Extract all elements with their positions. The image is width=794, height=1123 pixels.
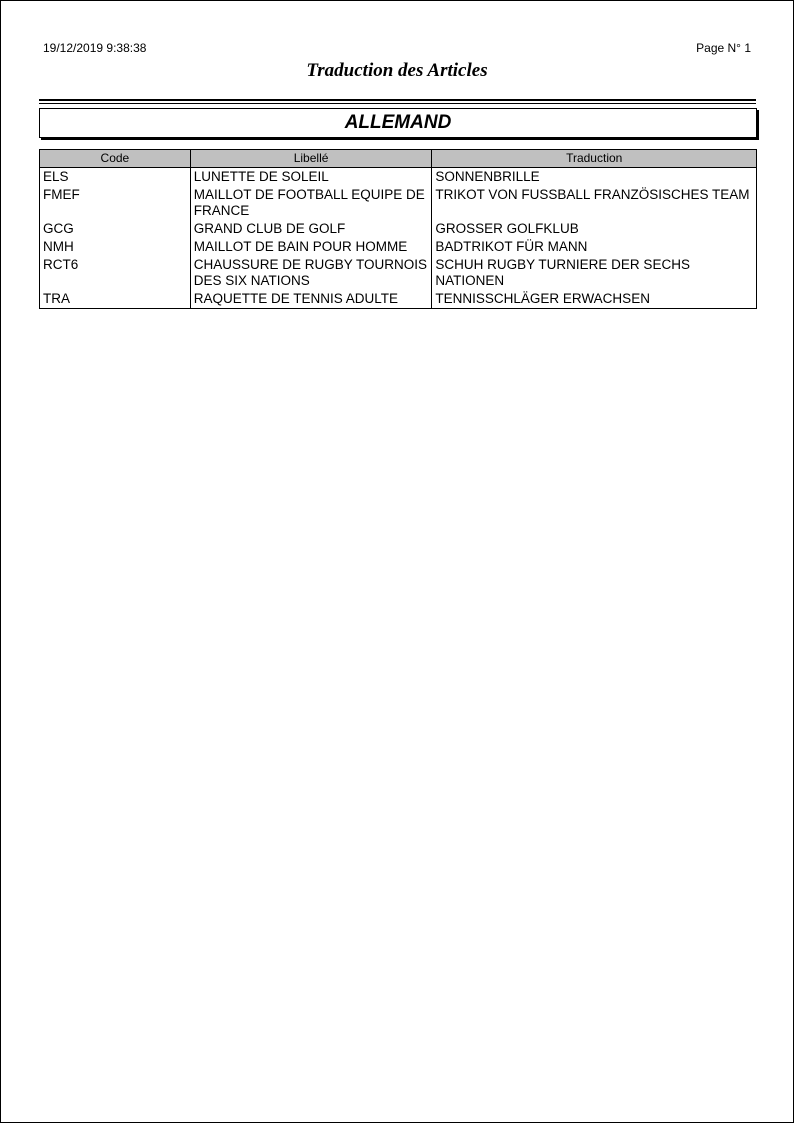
cell-code: FMEF	[40, 186, 191, 220]
cell-code: NMH	[40, 238, 191, 256]
translation-table	[39, 149, 757, 309]
cell-traduction: TRIKOT VON FUSSBALL FRANZÖSISCHES TEAM	[432, 186, 757, 220]
table-row	[40, 220, 757, 238]
cell-traduction: GROSSER GOLFKLUB	[432, 220, 757, 238]
cell-code: ELS	[40, 168, 191, 187]
report-title: Traduction des Articles	[306, 60, 488, 81]
cell-libelle: RAQUETTE DE TENNIS ADULTE	[190, 290, 432, 309]
page-number: Page N° 1	[696, 41, 751, 55]
language-heading: ALLEMAND	[39, 108, 757, 138]
table-row	[40, 168, 757, 187]
cell-libelle: CHAUSSURE DE RUGBY TOURNOIS DES SIX NATIONS	[190, 256, 432, 290]
cell-traduction: BADTRIKOT FÜR MANN	[432, 238, 757, 256]
header-rule-thin	[39, 103, 756, 104]
cell-libelle: LUNETTE DE SOLEIL	[190, 168, 432, 187]
table-row	[40, 256, 757, 290]
cell-libelle: MAILLOT DE FOOTBALL EQUIPE DE FRANCE	[190, 186, 432, 220]
table-header-row	[40, 150, 757, 168]
table-row	[40, 290, 757, 309]
cell-traduction: SCHUH RUGBY TURNIERE DER SECHS NATIONEN	[432, 256, 757, 290]
cell-code: RCT6	[40, 256, 191, 290]
table-row	[40, 238, 757, 256]
cell-traduction: SONNENBRILLE	[432, 168, 757, 187]
print-timestamp: 19/12/2019 9:38:38	[43, 41, 147, 55]
cell-libelle: MAILLOT DE BAIN POUR HOMME	[190, 238, 432, 256]
column-header-traduction: Traduction	[432, 150, 757, 168]
cell-code: TRA	[40, 290, 191, 309]
header-rule-thick	[39, 99, 756, 101]
cell-code: GCG	[40, 220, 191, 238]
cell-libelle: GRAND CLUB DE GOLF	[190, 220, 432, 238]
table-row	[40, 186, 757, 220]
column-header-code: Code	[40, 150, 191, 168]
column-header-libelle: Libellé	[190, 150, 432, 168]
cell-traduction: TENNISSCHLÄGER ERWACHSEN	[432, 290, 757, 309]
